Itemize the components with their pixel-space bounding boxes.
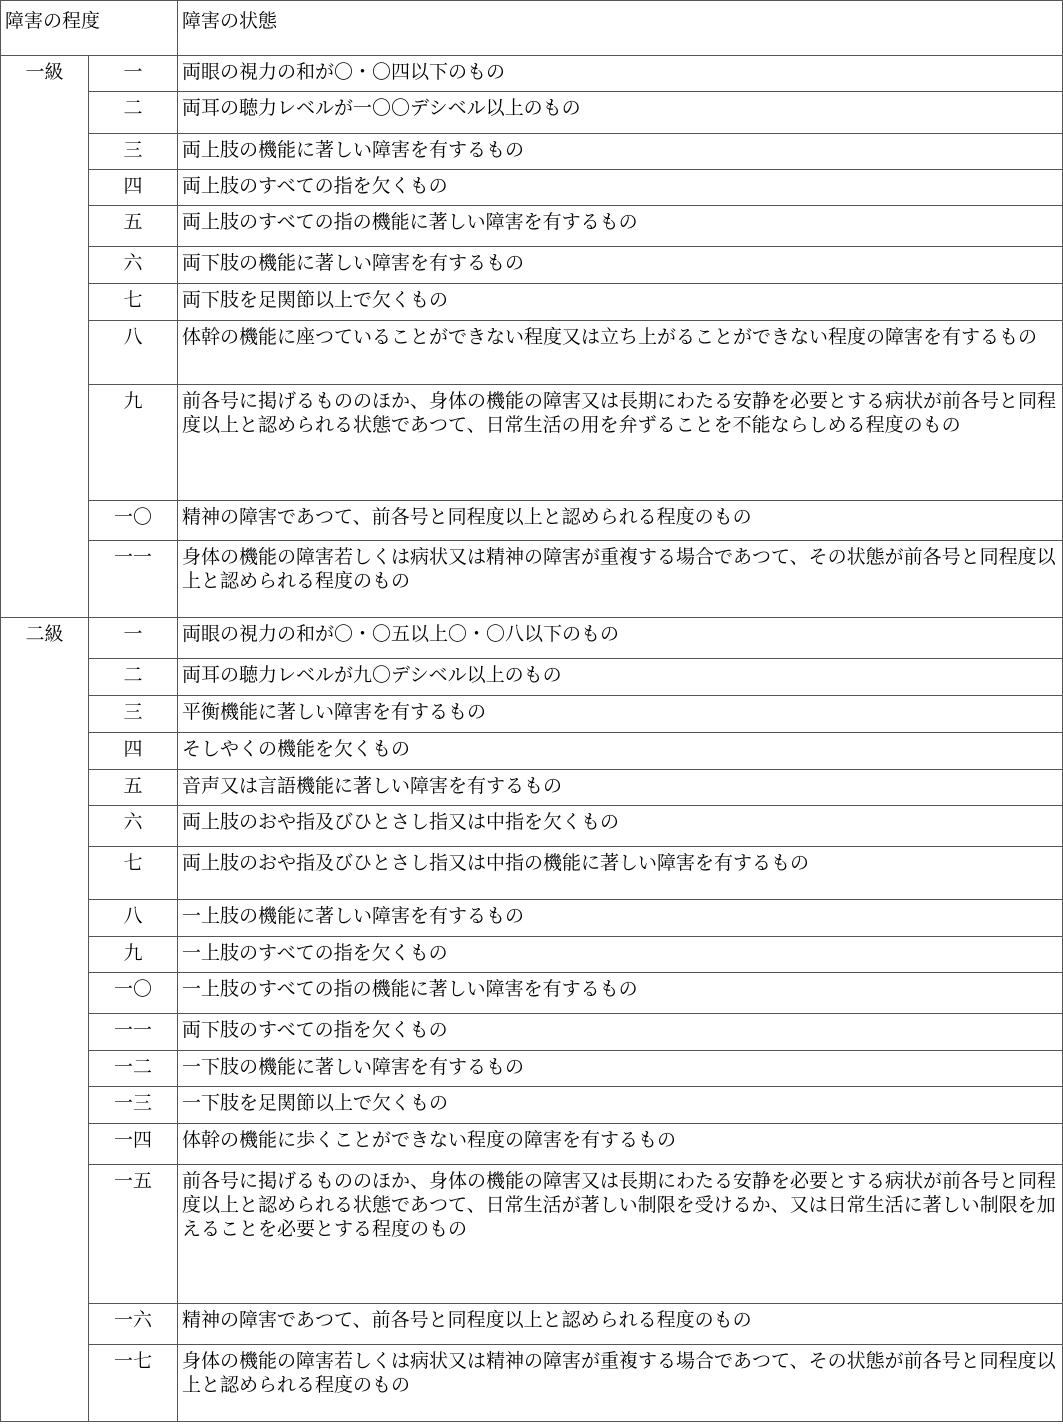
item-number: 七: [89, 847, 178, 900]
item-description: 両上肢のすべての指を欠くもの: [178, 170, 1063, 206]
header-row: [1, 1, 1063, 56]
item-description: 一下肢を足関節以上で欠くもの: [178, 1087, 1063, 1124]
item-number: 六: [89, 247, 178, 284]
item-number: 八: [89, 900, 178, 937]
table-row: [1, 618, 1063, 659]
item-description: 精神の障害であつて、前各号と同程度以上と認められる程度のもの: [178, 1304, 1063, 1345]
item-number: 一六: [89, 1304, 178, 1345]
table-row: [1, 1345, 1063, 1422]
item-description: 両眼の視力の和が〇・〇五以上〇・〇八以下のもの: [178, 618, 1063, 659]
table-body: [1, 1, 1063, 1422]
item-description: 平衡機能に著しい障害を有するもの: [178, 696, 1063, 733]
item-description: 両下肢のすべての指を欠くもの: [178, 1014, 1063, 1051]
item-description: 前各号に掲げるもののほか、身体の機能の障害又は長期にわたる安静を必要とする病状が前各号と同程度以上と認められる状態であつて、日常生活が著しい制限を受けるか、又は日常生活に著しい制限を加えることを必要とする程度のもの: [178, 1165, 1063, 1304]
table-row: [1, 385, 1063, 501]
item-description: 身体の機能の障害若しくは病状又は精神の障害が重複する場合であつて、その状態が前各号と同程度以上と認められる程度のもの: [178, 541, 1063, 618]
table-row: [1, 92, 1063, 134]
item-description: 一下肢の機能に著しい障害を有するもの: [178, 1051, 1063, 1087]
item-description: 両下肢を足関節以上で欠くもの: [178, 284, 1063, 321]
item-description: 両眼の視力の和が〇・〇四以下のもの: [178, 56, 1063, 92]
item-number: 四: [89, 733, 178, 770]
item-description: そしやくの機能を欠くもの: [178, 733, 1063, 770]
grade-label: 二級: [1, 618, 89, 1422]
table-row: [1, 541, 1063, 618]
item-description: 両上肢のすべての指の機能に著しい障害を有するもの: [178, 206, 1063, 247]
item-description: 両耳の聴力レベルが一〇〇デシベル以上のもの: [178, 92, 1063, 134]
item-number: 五: [89, 206, 178, 247]
table-row: [1, 900, 1063, 937]
item-number: 一三: [89, 1087, 178, 1124]
header-degree: 障害の程度: [1, 1, 178, 56]
table-row: [1, 1014, 1063, 1051]
item-number: 一: [89, 56, 178, 92]
item-number: 九: [89, 937, 178, 973]
table-row: [1, 284, 1063, 321]
table-row: [1, 170, 1063, 206]
table-row: [1, 134, 1063, 170]
table-row: [1, 1051, 1063, 1087]
item-number: 五: [89, 770, 178, 806]
table-row: [1, 247, 1063, 284]
grade-label: 一級: [1, 56, 89, 618]
item-description: 両下肢の機能に著しい障害を有するもの: [178, 247, 1063, 284]
item-number: 九: [89, 385, 178, 501]
item-description: 一上肢のすべての指を欠くもの: [178, 937, 1063, 973]
table-row: [1, 770, 1063, 806]
item-number: 一一: [89, 541, 178, 618]
table-row: [1, 806, 1063, 847]
item-number: 六: [89, 806, 178, 847]
item-number: 一二: [89, 1051, 178, 1087]
table-row: [1, 696, 1063, 733]
table-row: [1, 56, 1063, 92]
table-row: [1, 733, 1063, 770]
item-number: 三: [89, 696, 178, 733]
item-description: 両上肢のおや指及びひとさし指又は中指を欠くもの: [178, 806, 1063, 847]
header-state: 障害の状態: [178, 1, 1063, 56]
item-description: 両上肢の機能に著しい障害を有するもの: [178, 134, 1063, 170]
item-number: 一〇: [89, 973, 178, 1014]
item-number: 三: [89, 134, 178, 170]
item-description: 精神の障害であつて、前各号と同程度以上と認められる程度のもの: [178, 501, 1063, 541]
table-row: [1, 847, 1063, 900]
item-description: 体幹の機能に歩くことができない程度の障害を有するもの: [178, 1124, 1063, 1165]
table-row: [1, 659, 1063, 696]
table-row: [1, 501, 1063, 541]
table-row: [1, 973, 1063, 1014]
item-number: 一七: [89, 1345, 178, 1422]
item-description: 身体の機能の障害若しくは病状又は精神の障害が重複する場合であつて、その状態が前各号と同程度以上と認められる程度のもの: [178, 1345, 1063, 1422]
item-number: 一〇: [89, 501, 178, 541]
item-number: 一五: [89, 1165, 178, 1304]
item-number: 一四: [89, 1124, 178, 1165]
item-number: 四: [89, 170, 178, 206]
item-number: 七: [89, 284, 178, 321]
item-description: 前各号に掲げるもののほか、身体の機能の障害又は長期にわたる安静を必要とする病状が前各号と同程度以上と認められる状態であつて、日常生活の用を弁ずることを不能ならしめる程度のもの: [178, 385, 1063, 501]
item-description: 両上肢のおや指及びひとさし指又は中指の機能に著しい障害を有するもの: [178, 847, 1063, 900]
item-number: 一一: [89, 1014, 178, 1051]
table-row: [1, 321, 1063, 385]
table-row: [1, 206, 1063, 247]
table-row: [1, 937, 1063, 973]
item-number: 二: [89, 92, 178, 134]
item-description: 両耳の聴力レベルが九〇デシベル以上のもの: [178, 659, 1063, 696]
item-description: 音声又は言語機能に著しい障害を有するもの: [178, 770, 1063, 806]
item-number: 二: [89, 659, 178, 696]
item-description: 一上肢のすべての指の機能に著しい障害を有するもの: [178, 973, 1063, 1014]
item-description: 一上肢の機能に著しい障害を有するもの: [178, 900, 1063, 937]
item-number: 八: [89, 321, 178, 385]
table-row: [1, 1124, 1063, 1165]
item-description: 体幹の機能に座つていることができない程度又は立ち上がることができない程度の障害を有するもの: [178, 321, 1063, 385]
table-row: [1, 1087, 1063, 1124]
table-row: [1, 1165, 1063, 1304]
item-number: 一: [89, 618, 178, 659]
table-row: [1, 1304, 1063, 1345]
